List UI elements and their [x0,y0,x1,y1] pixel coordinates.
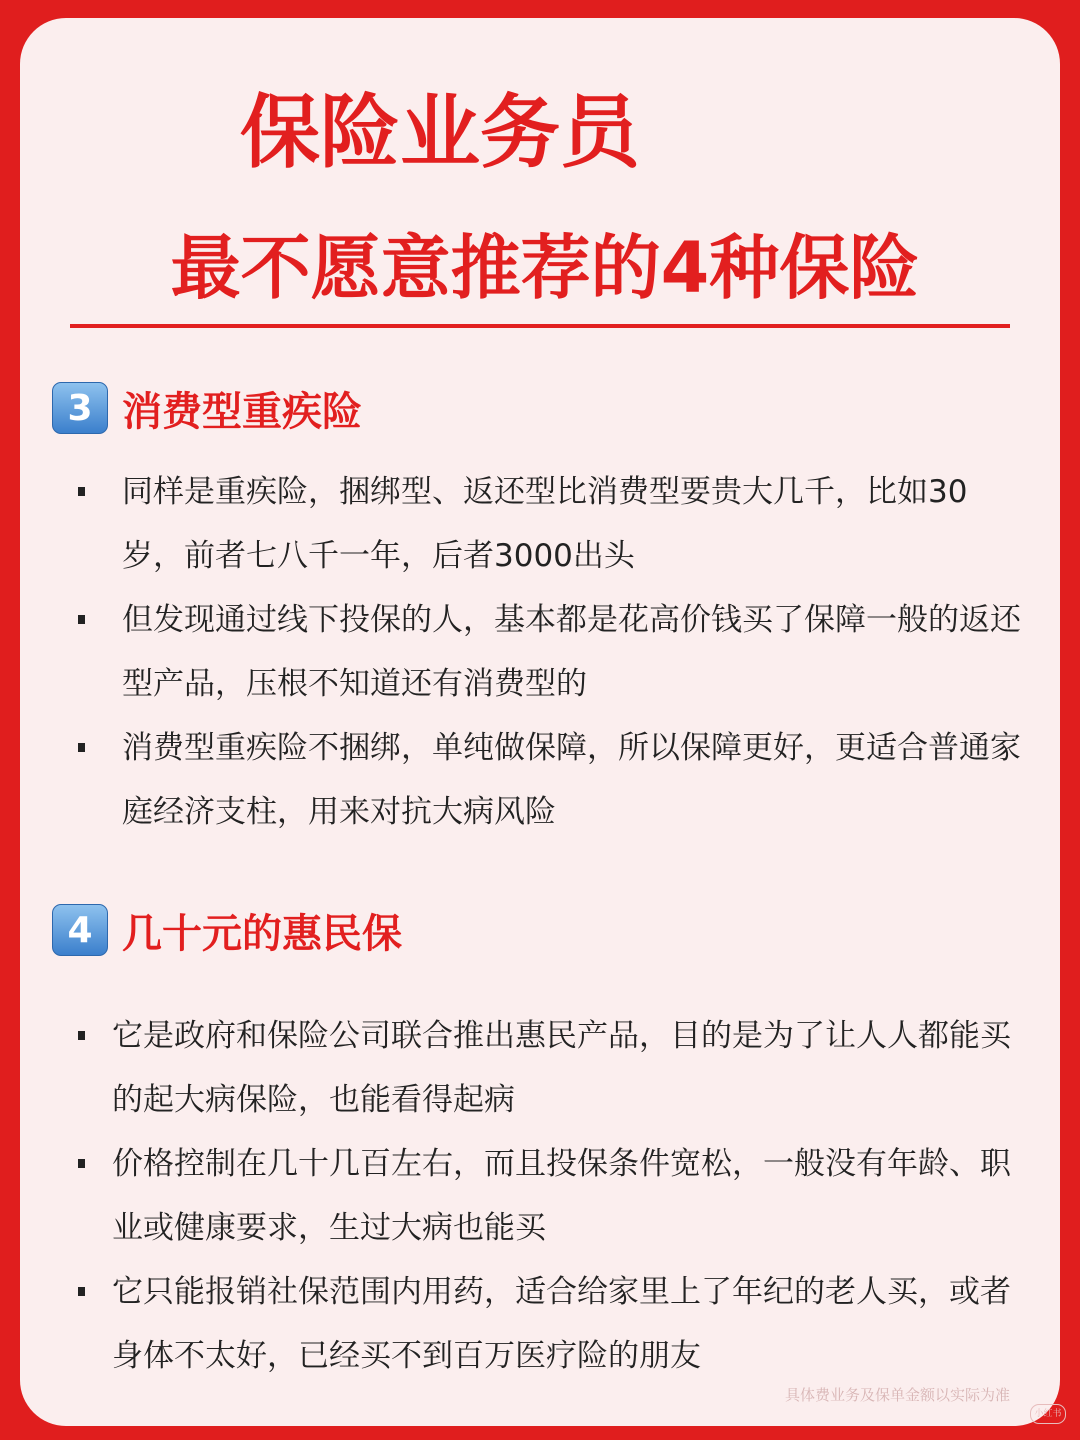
list-item [112,1260,1022,1388]
bullet-square-icon [78,1031,85,1040]
watermark-logo: 小红书 [1030,1404,1066,1424]
page-title-line-1: 保险业务员 [240,86,640,179]
title-divider [70,324,1010,328]
content-card [20,18,1060,1426]
bullet-square-icon [78,615,85,624]
bullet-text: 消费型重疾险不捆绑，单纯做保障，所以保障更好，更适合普通家庭经济支柱，用来对抗大病风险 [122,730,1021,830]
keycap-4-icon: 4 [52,904,108,956]
bullet-square-icon [78,1159,85,1168]
bullet-square-icon [78,487,85,496]
section-title-4: 几十元的惠民保 [122,910,402,957]
list-item [112,1004,1022,1132]
keycap-3-icon: 3 [52,382,108,434]
bullet-text: 它是政府和保险公司联合推出惠民产品，目的是为了让人人都能买的起大病保险，也能看得起病 [112,1018,1011,1118]
section-4-bullet-list [112,1004,1022,1388]
section-3-bullet-list [122,460,1022,844]
list-item [122,588,1022,716]
section-header-4 [52,902,402,958]
bullet-square-icon [78,743,85,752]
section-title-3: 消费型重疾险 [122,388,362,435]
list-item [122,716,1022,844]
disclaimer-note: 具体费业务及保单金额以实际为准 [784,1386,1010,1404]
page-title-line-2: 最不愿意推荐的4种保险 [170,227,920,309]
bullet-text: 价格控制在几十几百左右，而且投保条件宽松，一般没有年龄、职业或健康要求，生过大病也能买 [112,1146,1011,1246]
bullet-square-icon [78,1287,85,1296]
list-item [122,460,1022,588]
section-header-3 [52,380,362,436]
bullet-text: 同样是重疾险，捆绑型、返还型比消费型要贵大几千，比如30岁，前者七八千一年，后者3000出头 [122,474,968,574]
list-item [112,1132,1022,1260]
bullet-text: 它只能报销社保范围内用药，适合给家里上了年纪的老人买，或者身体不太好，已经买不到百万医疗险的朋友 [112,1274,1011,1374]
bullet-text: 但发现通过线下投保的人，基本都是花高价钱买了保障一般的返还型产品，压根不知道还有消费型的 [122,602,1021,702]
